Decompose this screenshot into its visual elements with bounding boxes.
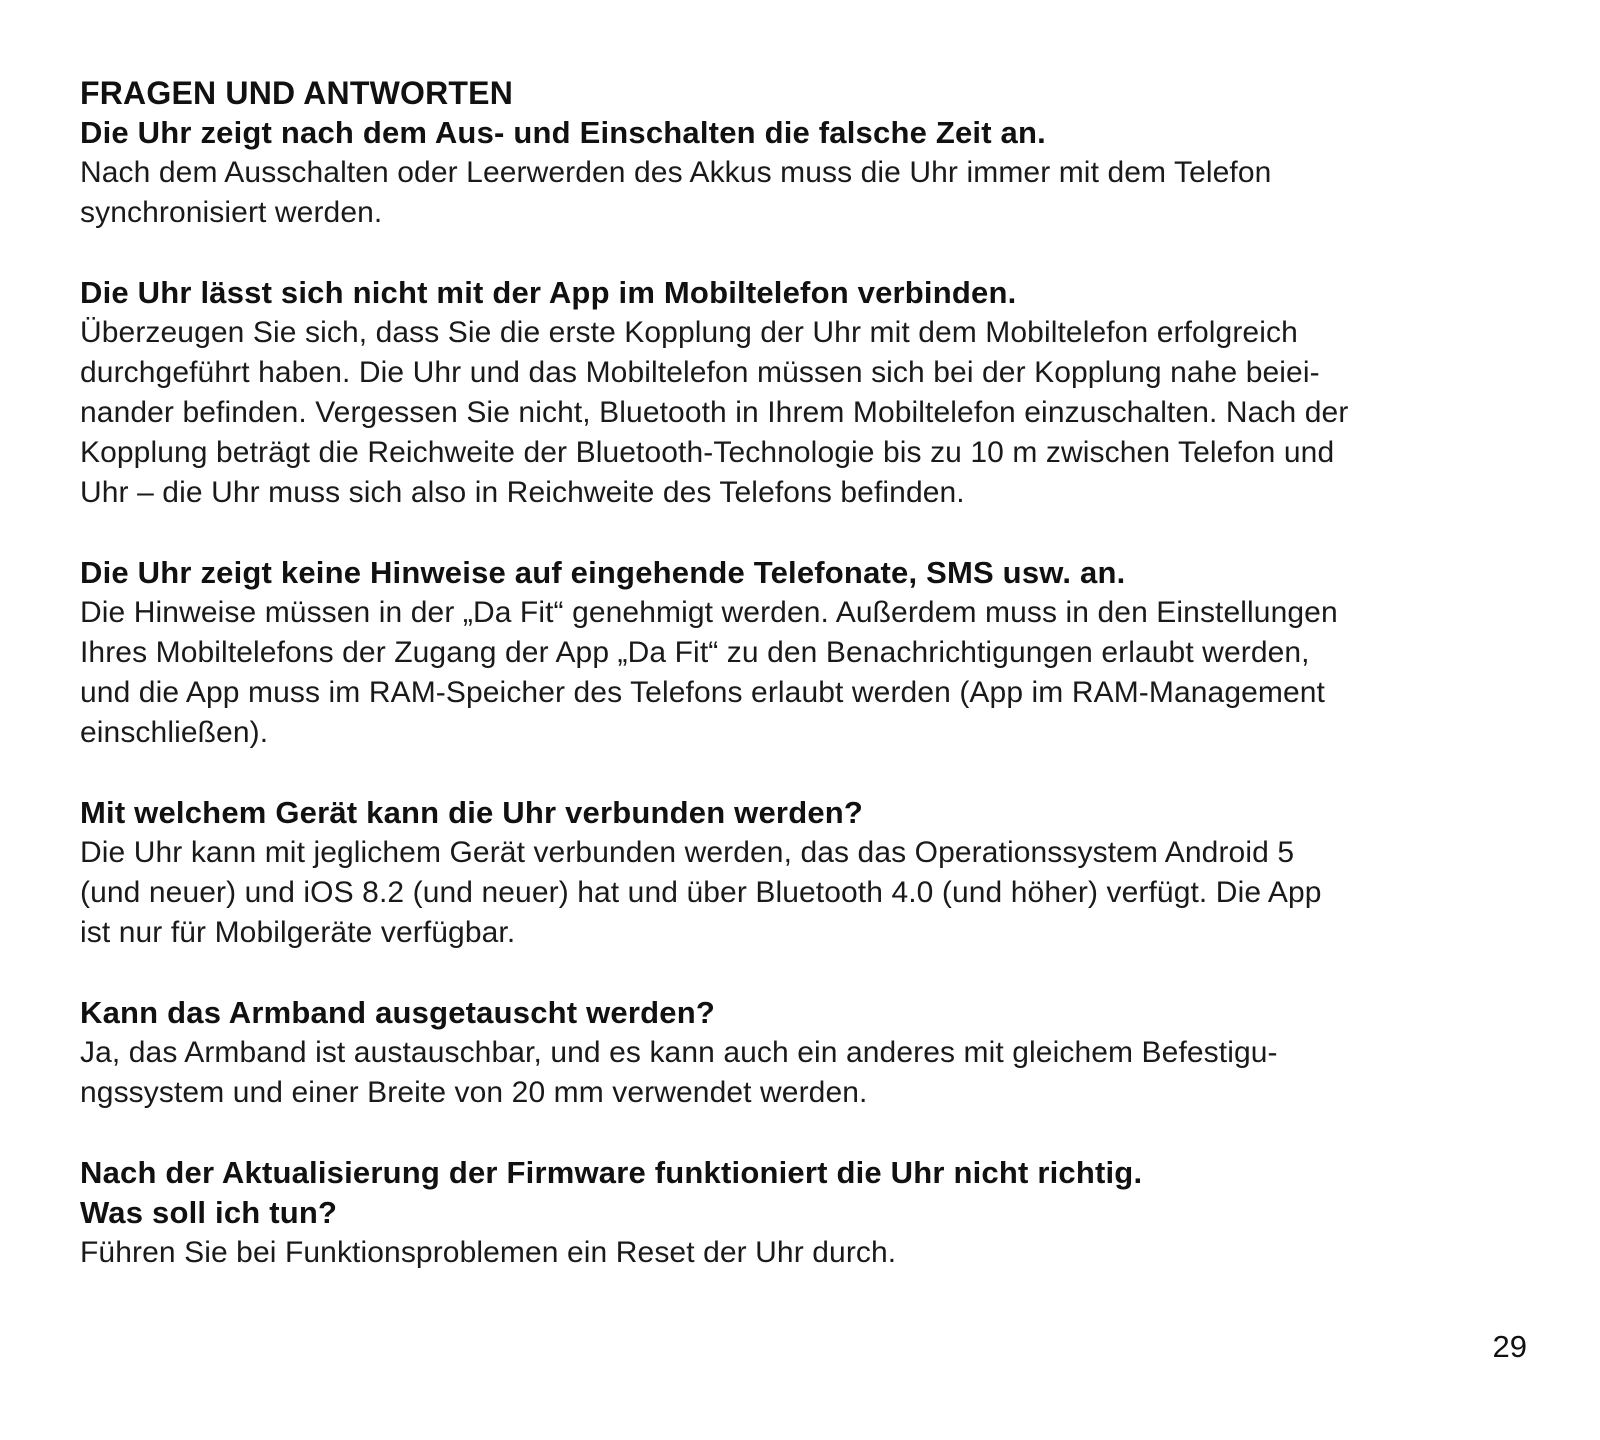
faq-answer-line: synchronisiert werden. [80,196,383,229]
faq-item [80,553,1540,753]
faq-item [80,1153,1540,1273]
faq-answer-line: Kopplung beträgt die Reichweite der Bluetooth-Technologie bis zu 10 m zwischen Telefon und [80,436,1335,469]
faq-answer-line: Die Uhr kann mit jeglichem Gerät verbunden werden, das das Operationssystem Android 5 [80,836,1295,869]
section-spacer [80,953,1540,993]
faq-answer-line: Überzeugen Sie sich, dass Sie die erste Kopplung der Uhr mit dem Mobiltelefon erfolgreich [80,316,1298,349]
faq-answer-line: (und neuer) und iOS 8.2 (und neuer) hat und über Bluetooth 4.0 (und höher) verfügt. Die App [80,876,1322,909]
faq-answer-line: ist nur für Mobilgeräte verfügbar. [80,916,516,949]
faq-list [80,113,1540,1273]
faq-question-line: Die Uhr lässt sich nicht mit der App im Mobiltelefon verbinden. [80,275,1017,310]
faq-answer-line: Nach dem Ausschalten oder Leerwerden des Akkus muss die Uhr immer mit dem Telefon [80,156,1272,189]
section-heading: FRAGEN UND ANTWORTEN [80,75,513,111]
faq-item [80,113,1540,233]
faq-page [80,73,1540,1273]
faq-item [80,793,1540,953]
faq-answer-line: Führen Sie bei Funktionsproblemen ein Reset der Uhr durch. [80,1236,897,1269]
faq-answer-line: einschließen). [80,716,269,749]
faq-question-line: Nach der Aktualisierung der Firmware funktioniert die Uhr nicht richtig. [80,1155,1143,1190]
faq-question-line: Mit welchem Gerät kann die Uhr verbunden werden? [80,795,864,830]
faq-answer-line: und die App muss im RAM-Speicher des Telefons erlaubt werden (App im RAM-Management [80,676,1325,709]
page-number: 29 [1492,1329,1527,1364]
faq-question-line: Was soll ich tun? [80,1195,338,1230]
section-spacer [80,753,1540,793]
faq-answer-line: Ja, das Armband ist austauschbar, und es kann auch ein anderes mit gleichem Befestigu- [80,1036,1278,1069]
faq-item [80,993,1540,1113]
section-spacer [80,1113,1540,1153]
faq-question-line: Kann das Armband ausgetauscht werden? [80,995,715,1030]
section-spacer [80,233,1540,273]
faq-answer-line: Uhr – die Uhr muss sich also in Reichweite des Telefons befinden. [80,476,965,509]
faq-answer-line: nander befinden. Vergessen Sie nicht, Bluetooth in Ihrem Mobiltelefon einzuschalten. Nach der [80,396,1349,429]
faq-question-line: Die Uhr zeigt nach dem Aus- und Einschalten die falsche Zeit an. [80,115,1046,150]
faq-answer-line: Ihres Mobiltelefons der Zugang der App „Da Fit“ zu den Benachrichtigungen erlaubt werden, [80,636,1310,669]
faq-item [80,273,1540,513]
faq-answer-line: Die Hinweise müssen in der „Da Fit“ genehmigt werden. Außerdem muss in den Einstellungen [80,596,1338,629]
faq-question-line: Die Uhr zeigt keine Hinweise auf eingehende Telefonate, SMS usw. an. [80,555,1126,590]
section-spacer [80,513,1540,553]
faq-answer-line: durchgeführt haben. Die Uhr und das Mobiltelefon müssen sich bei der Kopplung nahe beiei- [80,356,1320,389]
faq-answer-line: ngssystem und einer Breite von 20 mm verwendet werden. [80,1076,868,1109]
